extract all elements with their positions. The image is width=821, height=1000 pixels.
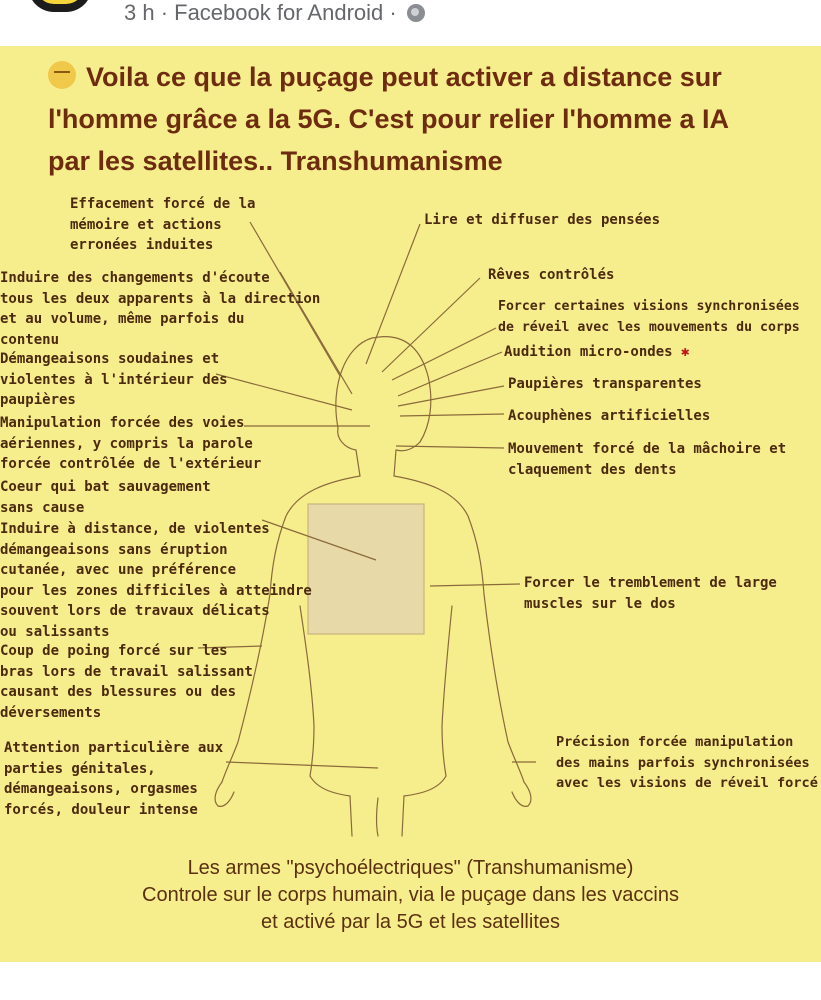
title-line-2: l'homme grâce a la 5G. C'est pour relier l'homme a IA [48, 104, 729, 134]
label-artificial-tinnitus: Acouphènes artificielles [508, 408, 711, 424]
label-microwave-hearing [504, 342, 689, 363]
post-image[interactable] [0, 46, 821, 962]
label-synchronized-visions: Forcer certaines visions synchronisées de réveil avec les mouvements du corps [498, 299, 800, 335]
label-read-thoughts: Lire et diffuser des pensées [424, 212, 661, 228]
post-header [0, 0, 821, 36]
footer-line-3: et activé par la 5G et les satellites [260, 911, 561, 933]
page-avatar-icon[interactable] [28, 0, 92, 12]
label-hand-precision: Précision forcée manipulation des mains parfois synchronisées avec les visions de réveil forcé [556, 734, 818, 791]
label-airway-manipulation: Manipulation forcée des voies aériennes, y compris la parole forcée contrôlée de l'extérieur [0, 415, 262, 472]
label-controlled-dreams: Rêves contrôlés [488, 267, 615, 283]
label-transparent-eyelids: Paupières transparentes [508, 376, 702, 392]
title-line-3: par les satellites.. Transhumanisme [48, 146, 503, 176]
label-hearing-changes: Induire des changements d'écoute tous les deux apparents à la direction et au volume, même parfois du contenu [0, 270, 321, 348]
label-memory-erasure: Effacement forcé de la mémoire et actions erronées induites [70, 196, 256, 253]
post-meta [124, 0, 425, 26]
red-asterisk-icon: ✱ [681, 344, 690, 360]
footer-line-1: Les armes "psychoélectriques" (Transhumanisme) [187, 857, 634, 879]
globe-icon [407, 4, 425, 22]
post-meta-text: 3 h · Facebook for Android · [124, 0, 397, 25]
footer-line-2: Controle sur le corps humain, via le puçage dans les vaccins [142, 884, 679, 906]
label-remote-itching: Induire à distance, de violentes démangeaisons sans éruption cutanée, avec une préférence pour les zones difficiles à atteindre souvent lors de travaux délicats ou salissants [0, 521, 312, 640]
label-heart-racing: Coeur qui bat sauvagement sans cause [0, 479, 211, 516]
label-eyelid-itching: Démangeaisons soudaines et violentes à l'intérieur des paupières [0, 351, 228, 408]
title-line-1: Voila ce que la puçage peut activer a distance sur [86, 62, 722, 92]
label-genital-attention: Attention particulière aux parties génitales, démangeaisons, orgasmes forcés, douleur intense [4, 740, 224, 818]
label-back-muscle-tremor: Forcer le tremblement de large muscles sur le dos [524, 575, 777, 612]
label-jaw-movement: Mouvement forcé de la mâchoire et claquement des dents [508, 441, 787, 478]
label-microwave-hearing-text: Audition micro-ondes [504, 344, 673, 360]
label-forced-punch: Coup de poing forcé sur les bras lors de travail salissant causant des blessures ou des déversements [0, 643, 253, 721]
